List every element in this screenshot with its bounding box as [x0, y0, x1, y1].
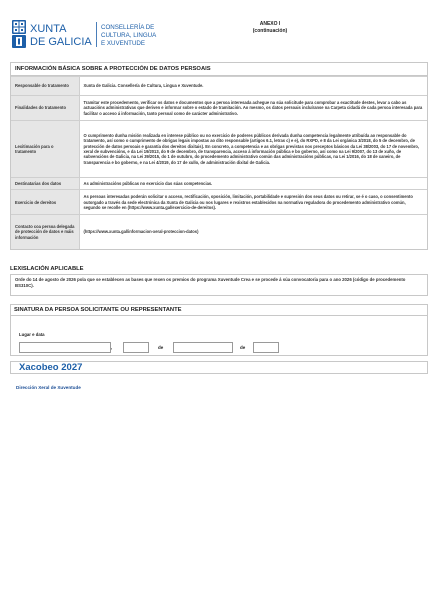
- row-label: Responsable do tratamento: [11, 77, 79, 96]
- table-row: [11, 121, 427, 178]
- svg-text:DE GALICIA: DE GALICIA: [30, 36, 92, 48]
- data-protection-section: [10, 62, 428, 250]
- place-date-label: Lugar e data: [19, 332, 45, 337]
- row-label: Finalidades do tratamento: [11, 96, 79, 121]
- data-protection-table: [11, 76, 427, 249]
- xacobeo-word: Xacobeo: [19, 362, 59, 373]
- xacobeo-year: 2027: [61, 362, 83, 373]
- svg-text:E XUVENTUDE: E XUVENTUDE: [101, 40, 146, 47]
- svg-text:CULTURA, LINGUA: CULTURA, LINGUA: [101, 32, 157, 39]
- directorate-name: Dirección Xeral de Xuventude: [16, 385, 81, 390]
- row-value: Xunta de Galicia. Consellería de Cultura, Lingua e Xuventude.: [79, 77, 427, 96]
- table-row: [11, 178, 427, 190]
- row-value: O cumprimento dunha misión realizada en interese público ou no exercicio de poderes públicos derivada dunha competencia legalmente atribuída ao responsable do tratamento, así como o cumprimento de obrigas legais impostas ao dito responsable (artigos 6.1, letras c) e e), do RXPD, e 8 da Lei orgánica 3/2018, do 5 de decembro, de protección de datos persoais e garantía dos dereitos dixitais). En concreto, a competencia e as obrigas previstas nos preceptos básicos da Lei 38/2003, do 17 de novembro, xeral de subvencións, e da Lei 19/2013, do 9 de decembro, de transparencia, acceso á información pública e bo goberno, así como na Lei 9/2007, do 13 de xuño, de subvencións de Galicia, na Lei 39/2015, do 1 de outubro, do procedemento administrativo común das administracións públicas, na Lei 1/2016, do 18 de xaneiro, de transparencia e bo goberno, e na Lei 4/2019, do 17 de xullo, de administración dixital de Galicia.: [79, 121, 427, 178]
- table-row: [11, 77, 427, 96]
- place-field[interactable]: [19, 342, 111, 353]
- row-value: As persoas interesadas poderán solicitar o acceso, rectificación, oposición, limitación, portabilidade e supresión dos seus datos ou retirar, se é o caso, o consentimento outorgado a través da sede electrónica da Xunta de Galicia ou nos lugares e rexistros establecidos na normativa reguladora do procedemento administrativo común, segundo se recolle en (https://www.xunta.gal/exercicio-de-dereitos).: [79, 190, 427, 215]
- xacobeo-banner: [10, 361, 428, 374]
- year-field[interactable]: [253, 342, 279, 353]
- row-label: Destinatarias dos datos: [11, 178, 79, 190]
- signature-section: [10, 304, 428, 356]
- data-protection-title: INFORMACIÓN BÁSICA SOBRE A PROTECCIÓN DE DATOS PERSOAIS: [11, 63, 427, 76]
- row-label: Lexitimación para o tratamento: [11, 121, 79, 178]
- row-label: Exercicio de dereitos: [11, 190, 79, 215]
- xunta-de-galicia-logo: [12, 20, 172, 50]
- xacobeo-logo: [19, 362, 82, 374]
- annex-continuation: (continuación): [252, 28, 288, 34]
- table-row: [11, 215, 427, 249]
- svg-text:XUNTA: XUNTA: [30, 23, 67, 35]
- row-value: Tramitar este procedemento, verificar os datos e documentos que a persoa interesada achegue na súa solicitude para comprobar a exactitude destes, levar a cabo as actuacións administrativas que deriven e informar sobre o estado de tramitación. Ao mesmo, os datos persoais incluíranse na Carpeta cidadá de cada persoa interesada para facilitar o acceso á información, tanto persoal como de carácter administrativo.: [79, 96, 427, 121]
- de-separator: de: [158, 345, 164, 350]
- annex-label: [230, 21, 310, 35]
- legislation-text: Orde do 14 de agosto de 2026 pola que se establecen as bases que rexen os premios do programa Xuventude Crea e se procede á súa convocatoria para o ano 2026 (código de procedemento BS310C).: [10, 274, 428, 296]
- row-value: As administracións públicas no exercicio das súas competencias.: [79, 178, 427, 190]
- table-row: [11, 96, 427, 121]
- month-field[interactable]: [173, 342, 233, 353]
- legislation-title: LEXISLACIÓN APLICABLE: [10, 266, 84, 272]
- day-field[interactable]: [123, 342, 149, 353]
- table-row: [11, 190, 427, 215]
- row-label: Contacto coa persoa delegada de protección de datos e máis información: [11, 215, 79, 249]
- svg-text:CONSELLERÍA DE: CONSELLERÍA DE: [101, 24, 155, 31]
- document-header: [12, 14, 427, 54]
- annex-title: ANEXO I: [259, 21, 281, 27]
- row-value: (https://www.xunta.gal/informacion-xeral-proteccion-datos): [79, 215, 427, 249]
- signature-title: SINATURA DA PERSOA SOLICITANTE OU REPRESENTANTE: [11, 305, 427, 316]
- de-separator: de: [240, 345, 246, 350]
- comma-separator: ,: [111, 345, 113, 350]
